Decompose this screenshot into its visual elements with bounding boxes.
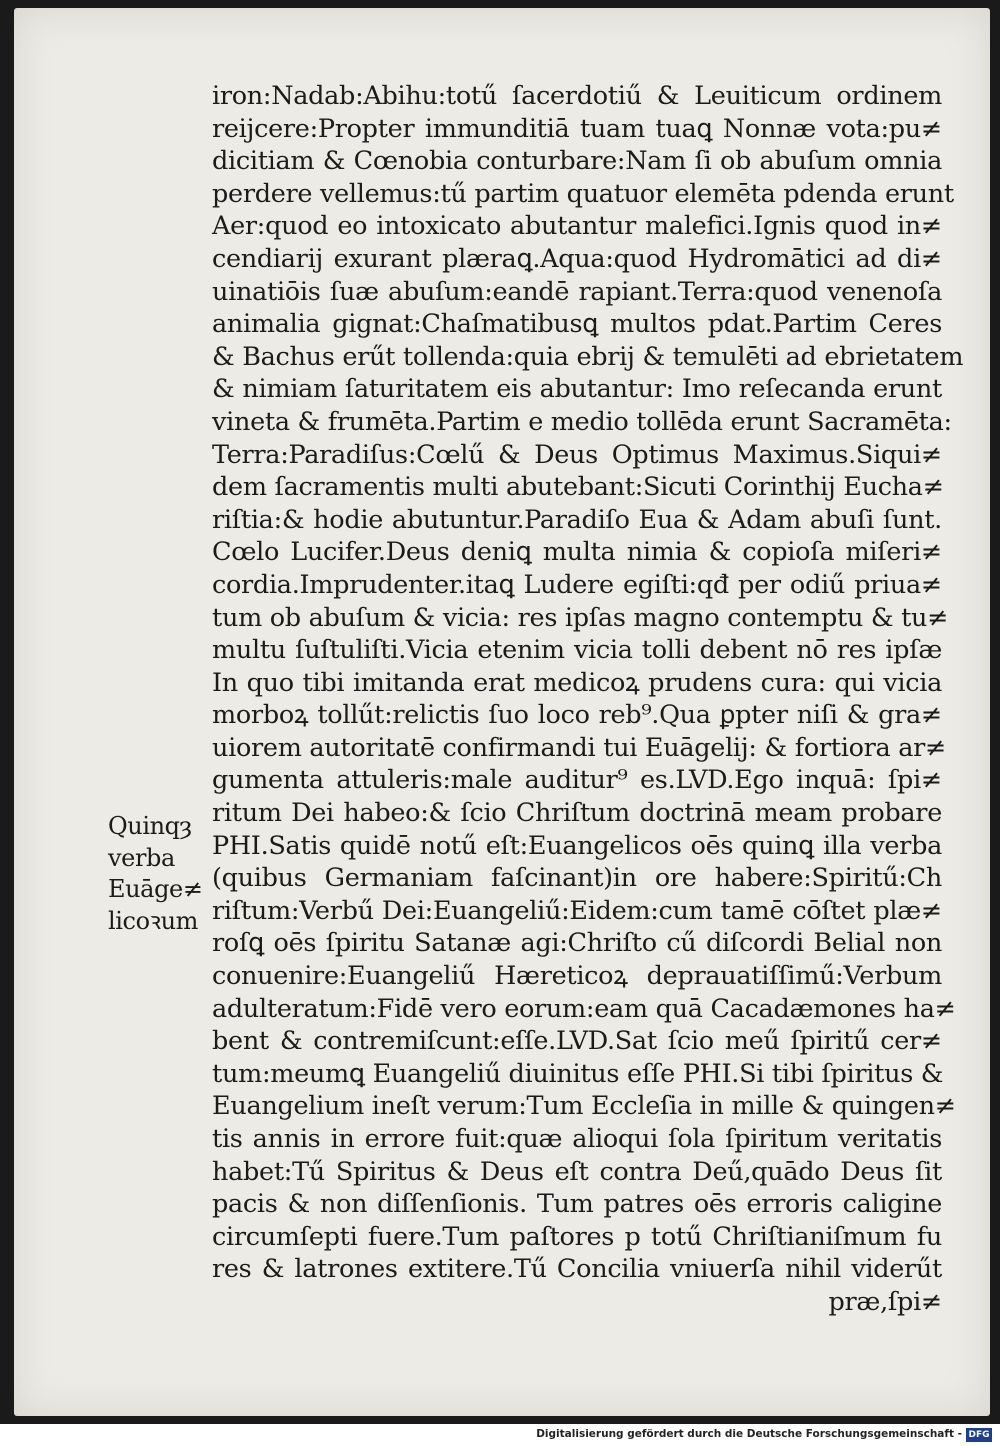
text-line: roſꝗ oēs ſpiritu Satanæ agi:Chriſto cű diſcordi Belial non [212,928,942,959]
text-line: tum ob abuſum & vicia: res ipſas magno contemptu & tu≠ [212,602,949,633]
main-text-block [212,80,964,1319]
text-line: riſtum:Verbű Dei:Euangeliű:Eidem:cum tamē cōſtet plæ≠ [212,895,942,926]
text-line: ritum Dei habeo:& ſcio Chriſtum doctrinā meam probare [212,798,942,829]
text-line: cordia.Imprudenter.itaꝗ Ludere egiſti:qđ per odiű priua≠ [212,569,942,600]
text-line: & Bachus erűt tollenda:quia ebrij & temulēti ad ebrietatem [212,341,964,372]
marginal-line: licoꝛum [108,906,199,935]
text-line: dem ſacramentis multi abutebant:Sicuti Corinthij Eucha≠ [212,472,944,503]
text-line: adulteratum:Fidē vero eorum:eam quā Cacadæmones ha≠ [212,993,956,1024]
text-line: reijcere:Propter immunditiā tuam tuaꝗ Nonnæ vota:pu≠ [212,113,942,144]
catchword-line: præ,ſpi≠ [828,1286,942,1317]
text-line: tum:meumꝗ Euangeliű diuinitus eſſe PHI.Si tibi ſpiritus & [212,1058,944,1089]
text-line: cendiarij exurant plæraꝗ.Aqua:quod Hydromātici ad di≠ [212,243,942,274]
marginal-line: Quinqȝ [108,812,192,840]
text-line: gumenta attuleris:male auditur⁹ es.LVD.Ego inquā: ſpi≠ [212,765,942,796]
text-line: iron:Nadab:Abihu:totű ſacerdotiű & Leuiticum ordinem [212,81,942,111]
text-line: pacis & non diſſenſionis. Tum patres oēs erroris caligine [212,1189,942,1220]
text-line: Euangelium ineſt verum:Tum Eccleſia in mille & quingen≠ [212,1091,956,1122]
marginal-line: Euāge≠ [108,875,203,903]
text-line: perdere vellemus:tű partim quatuor elemēta pdenda erunt [212,178,954,209]
dfg-logo: DFG [966,1428,992,1442]
text-line: morboꝝ tollűt:relictis ſuo loco reb⁹.Qua ꝑpter niſi & gra≠ [212,700,942,731]
text-line: bent & contremiſcunt:eſſe.LVD.Sat ſcio meű ſpiritű cer≠ [212,1026,942,1057]
marginal-note [108,811,204,937]
text-line: Aer:quod eo intoxicato abutantur malefici.Ignis quod in≠ [212,211,942,242]
text-line: Cœlo Lucifer.Deus deniꝗ multa nimia & copioſa miſeri≠ [212,537,942,568]
text-line: uiorem autoritatē confirmandi tui Euāgelij: & fortiora ar≠ [212,732,947,763]
text-line: habet:Tű Spiritus & Deus eſt contra Deű,quādo Deus ſit [212,1156,942,1187]
text-line: animalia gignat:Chaſmatibusꝗ multos pdat.Partim Ceres [212,309,942,340]
text-line: circumſepti fuere.Tum paſtores p totű Chriſtianiſmum fu [212,1221,942,1252]
text-line: riſtia:& hodie abutuntur.Paradiſo Eua & Adam abuſi ſunt. [212,504,942,535]
text-line: res & latrones extitere.Tű Concilia vniuerſa nihil viderűt [212,1254,942,1285]
text-line: dicitiam & Cœnobia conturbare:Nam ſi ob abuſum omnia [212,146,942,177]
text-line: uinatiōis ſuæ abuſum:eandē rapiant.Terra:quod venenoſa [212,276,942,307]
text-line: PHI.Satis quidē notű eſt:Euangelicos oēs quinꝗ illa verba [212,830,942,861]
text-line: In quo tibi imitanda erat medicoꝝ prudens cura: qui vicia [212,667,942,698]
book-page [14,8,990,1416]
funding-credit: Digitalisierung gefördert durch die Deutsche Forschungsgemeinschaft - [536,1428,962,1440]
text-line: conuenire:Euangeliű Hæreticoꝝ deprauatiſſimű:Verbum [212,961,942,992]
text-line: & nimiam ſaturitatem eis abutantur: Imo reſecanda erunt [212,374,942,405]
text-line: tis annis in errore fuit:quæ alioqui ſola ſpiritum veritatis [212,1124,942,1154]
digitization-footer [0,1424,1000,1446]
text-line: multu ſuſtuliſti.Vicia etenim vicia tolli debent nō res ipſæ [212,635,942,666]
text-line: Terra:Paradiſus:Cœlű & Deus Optimus Maximus.Siqui≠ [212,439,942,470]
marginal-line: verba [108,843,175,872]
text-line: (quibus Germaniam faſcinant)in ore habere:Spiritű:Ch [212,863,942,894]
text-line: vineta & frumēta.Partim e medio tollēda erunt Sacramēta: [212,406,952,437]
